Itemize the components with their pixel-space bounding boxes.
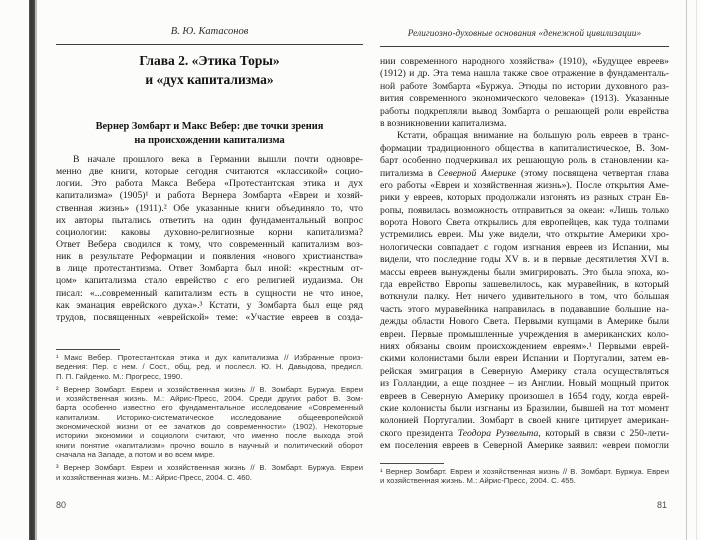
- text-line: ропы, появилась возможность отправиться за океан: «Лишь только: [380, 204, 669, 216]
- text-line: ские колонисты были изгнаны из Бразилии, бывшей на тот момент: [380, 402, 669, 414]
- footnote-line: капитализм. Историко-систематическое исследование общеевропейской: [56, 412, 363, 422]
- footnotes: [56, 353, 363, 486]
- section-heading-line: на происхождении капитализма: [134, 134, 285, 146]
- text-line: менно две книги, которые сегодня считаются «классикой» социо-: [56, 166, 363, 178]
- text-line: часть этого муравейника направилась в подававшие большие на-: [380, 303, 669, 315]
- footnotes: [380, 467, 669, 490]
- text-line: ственная жизнь» (1911).² Обе указанные книги объединяло то, что: [56, 202, 363, 214]
- text-line: нии современного народного хозяйства» (1910), «Будущее евреев»: [380, 56, 669, 67]
- italic-text: Теодора Рузвельта: [457, 427, 539, 439]
- footnote-rule: [380, 463, 444, 464]
- text-line: в лице протестантизма. Ответ Зомбарта был иной: «крестным от-: [56, 263, 363, 275]
- text-line: [380, 428, 669, 440]
- footnote-line: ² Вернер Зомбарт. Евреи и хозяйственная жизнь // В. Зомбарт. Буржуа. Евреи: [56, 384, 363, 394]
- text-line: Кстати, обращая внимание на большую роль евреев в транс-: [397, 130, 669, 142]
- text-line: социологии: каковы духовно-религиозные корни капитализма?: [56, 226, 363, 238]
- text-line: массы евреев вынуждены были эмигрировать. Это была эпоха, ко-: [380, 266, 669, 278]
- chapter-title-line: и «дух капитализма»: [145, 71, 274, 87]
- page-81: [380, 0, 669, 540]
- text-line: (1912) и др. Эта тема нашла также свое отражение в фундаменталь-: [380, 68, 669, 80]
- page-80: [56, 0, 363, 540]
- footnote-line: книги понятие «капитализм» прочно вошло в научный и политический оборот: [56, 440, 363, 450]
- header-rule: [56, 44, 363, 45]
- text-line: капитализма» (1905)¹ и работа Вернера Зомбарта «Евреи и хозяй-: [56, 190, 363, 202]
- text-line: рейская эмиграция в Северную Америку стала осуществляться: [380, 365, 669, 377]
- footnote-line: экономической жизни от ее зачатков до современности» (1902). Некоторые: [56, 422, 363, 432]
- text-line: ем поселения евреев в Северной Америке заявил: «евреи помогли: [380, 440, 669, 452]
- footnote-line: и хозяйственная жизнь. М.: Айрис-Пресс, 2004. С. 455.: [380, 476, 576, 486]
- section-heading: [56, 120, 363, 148]
- footnote-line: и хозяйственная жизнь. М.: Айрис-Пресс, 2004. С. 460.: [56, 472, 252, 482]
- text-line: гда еврейство Европы зашевелилось, как муравейник, в который: [380, 279, 669, 291]
- text-segment: питализма в: [380, 167, 438, 179]
- footnote-line: сначала на Западе, а потом и во всем мире.: [56, 449, 215, 459]
- italic-text: Северной Америке: [437, 167, 516, 179]
- text-line: его работы «Евреи и хозяйственная жизнь»). После открытия Аме-: [380, 179, 669, 191]
- page-number: 81: [656, 500, 667, 510]
- text-line: устремились евреи. Мы уже видели, что открытие Америки хро-: [380, 229, 669, 241]
- footnote-line: ведения: Пер. с нем. / Сост., общ. ред. и послесл. Ю. Н. Давыдова, предисл.: [56, 362, 363, 372]
- footnote: [380, 467, 669, 486]
- text-line: видели, что последние годы XV в. и в первые десятилетия XVI в.: [380, 254, 669, 266]
- text-line: писал: «...современный капитализм есть в сущности не что иное,: [56, 287, 363, 299]
- text-line: их авторы пытались ответить на один фундаментальный вопрос: [56, 214, 363, 226]
- section-heading-line: Вернер Зомбарт и Макс Вебер: две точки зрения: [95, 121, 324, 132]
- body-text: [56, 154, 363, 324]
- text-line: нологически совпадает с годом изгнания евреев из Испании, мы: [380, 241, 669, 253]
- right-page-edge-line: [686, 0, 687, 540]
- text-line: колонией Португалии. Зомбарт в своей книге цитирует американ-: [380, 415, 669, 427]
- text-segment: (этому посвящена четвертая глава: [515, 167, 669, 179]
- footnote-line: ³ Вернер Зомбарт. Евреи и хозяйственная жизнь // В. Зомбарт. Буржуа. Евреи: [56, 463, 363, 473]
- page-number: 80: [56, 500, 67, 510]
- chapter-title: [56, 52, 363, 89]
- text-line: как эманация еврейского духа».³ Кстати, у Зомбарта был еще ряд: [56, 299, 363, 311]
- footnote-line: историки экономики и социологи считают, что именно после выхода этой: [56, 431, 363, 441]
- text-segment: , который в связи с 250-лети-: [538, 427, 669, 439]
- right-page-edge-line-inner: [696, 0, 697, 540]
- footnote-line: ¹ Вернер Зомбарт. Евреи и хозяйственная жизнь // В. Зомбарт. Буржуа. Евреи: [380, 467, 669, 476]
- text-segment: ского президента: [380, 427, 458, 439]
- page-edge-soft-line: [35, 0, 37, 540]
- running-head: Религиозно-духовные основания «денежной цивилизации»: [407, 29, 642, 39]
- text-line: логии. Это работа Макса Вебера «Протестантская этика и дух: [56, 178, 363, 190]
- text-line: трудов, посвященных «еврейской» теме: «Участие евреев в созда-: [56, 311, 363, 323]
- chapter-title-line: Глава 2. «Этика Торы»: [139, 53, 280, 68]
- footnote-line: П. П. Гайденко. М.: Прогресс, 1990.: [56, 371, 183, 381]
- text-line: рики у евреев, которых продолжали изгонять из разных стран Ев-: [380, 192, 669, 204]
- text-line: цом» капитализма стало еврейство с его религией иудаизма. Он: [56, 275, 363, 287]
- text-line: ник в результате Реформации и появления «нового христианства»: [56, 251, 363, 263]
- footnote: [56, 353, 363, 381]
- text-line: работы подкрепляли вывод Зомбарта о решающей роли еврейства: [380, 105, 669, 117]
- text-line: барт особенно подчеркивал их решающую роль в становлении ка-: [380, 155, 669, 167]
- text-line: в возникновении капитализма.: [380, 117, 507, 129]
- text-line: скими колонистами были евреи Испании и Португалии, затем ев-: [380, 353, 669, 365]
- text-line: ворота Нового Света открылись для европейцев, как туда толпами: [380, 217, 669, 229]
- text-line: [380, 168, 669, 180]
- footnote: [56, 463, 363, 482]
- running-head: В. Ю. Катасонов: [170, 26, 249, 37]
- text-line: дежды области Нового Света. Первыми купцами в Америке были: [380, 316, 669, 328]
- text-line: евреи. Первые промышленные учреждения в американских коло-: [380, 328, 669, 340]
- footnote-line: и хозяйственная жизнь. М.: Айрис-Пресс, 2004. Среди других работ В. Зом-: [56, 394, 363, 404]
- body-text: [380, 56, 669, 453]
- text-line: из Голландии, а еще позднее – из Англии. Новый мощный приток: [380, 378, 669, 390]
- footnote: [56, 385, 363, 459]
- text-line: Ответ Вебера сводился к тому, что современный капитализм воз-: [56, 238, 363, 250]
- footnote-line: ¹ Макс Вебер. Протестантская этика и дух капитализма // Избранные произ-: [56, 353, 363, 362]
- text-line: воткнули палку. Нет ничего удивительного в том, что бо́льшая: [380, 291, 669, 303]
- text-line: формации традиционного общества в капиталистическое, В. Зом-: [380, 142, 669, 154]
- text-line: В начале прошлого века в Германии вышли почти одновре-: [73, 154, 363, 165]
- header-rule: [380, 46, 669, 47]
- footnote-line: барта особенно известно его фундаментальное исследование «Современный: [56, 403, 363, 413]
- text-line: евреев в Северную Америку произошел в 1654 году, когда еврей-: [380, 390, 669, 402]
- text-line: ной работе Зомбарта «Буржуа. Этюды по истории духовного раз-: [380, 80, 669, 92]
- text-line: вития современного экономического человека» (1913). Указанные: [380, 93, 669, 105]
- footnote-rule: [56, 349, 120, 350]
- text-line: ниях обязаны своим происхождением евреям».¹ Первыми еврей-: [380, 340, 669, 352]
